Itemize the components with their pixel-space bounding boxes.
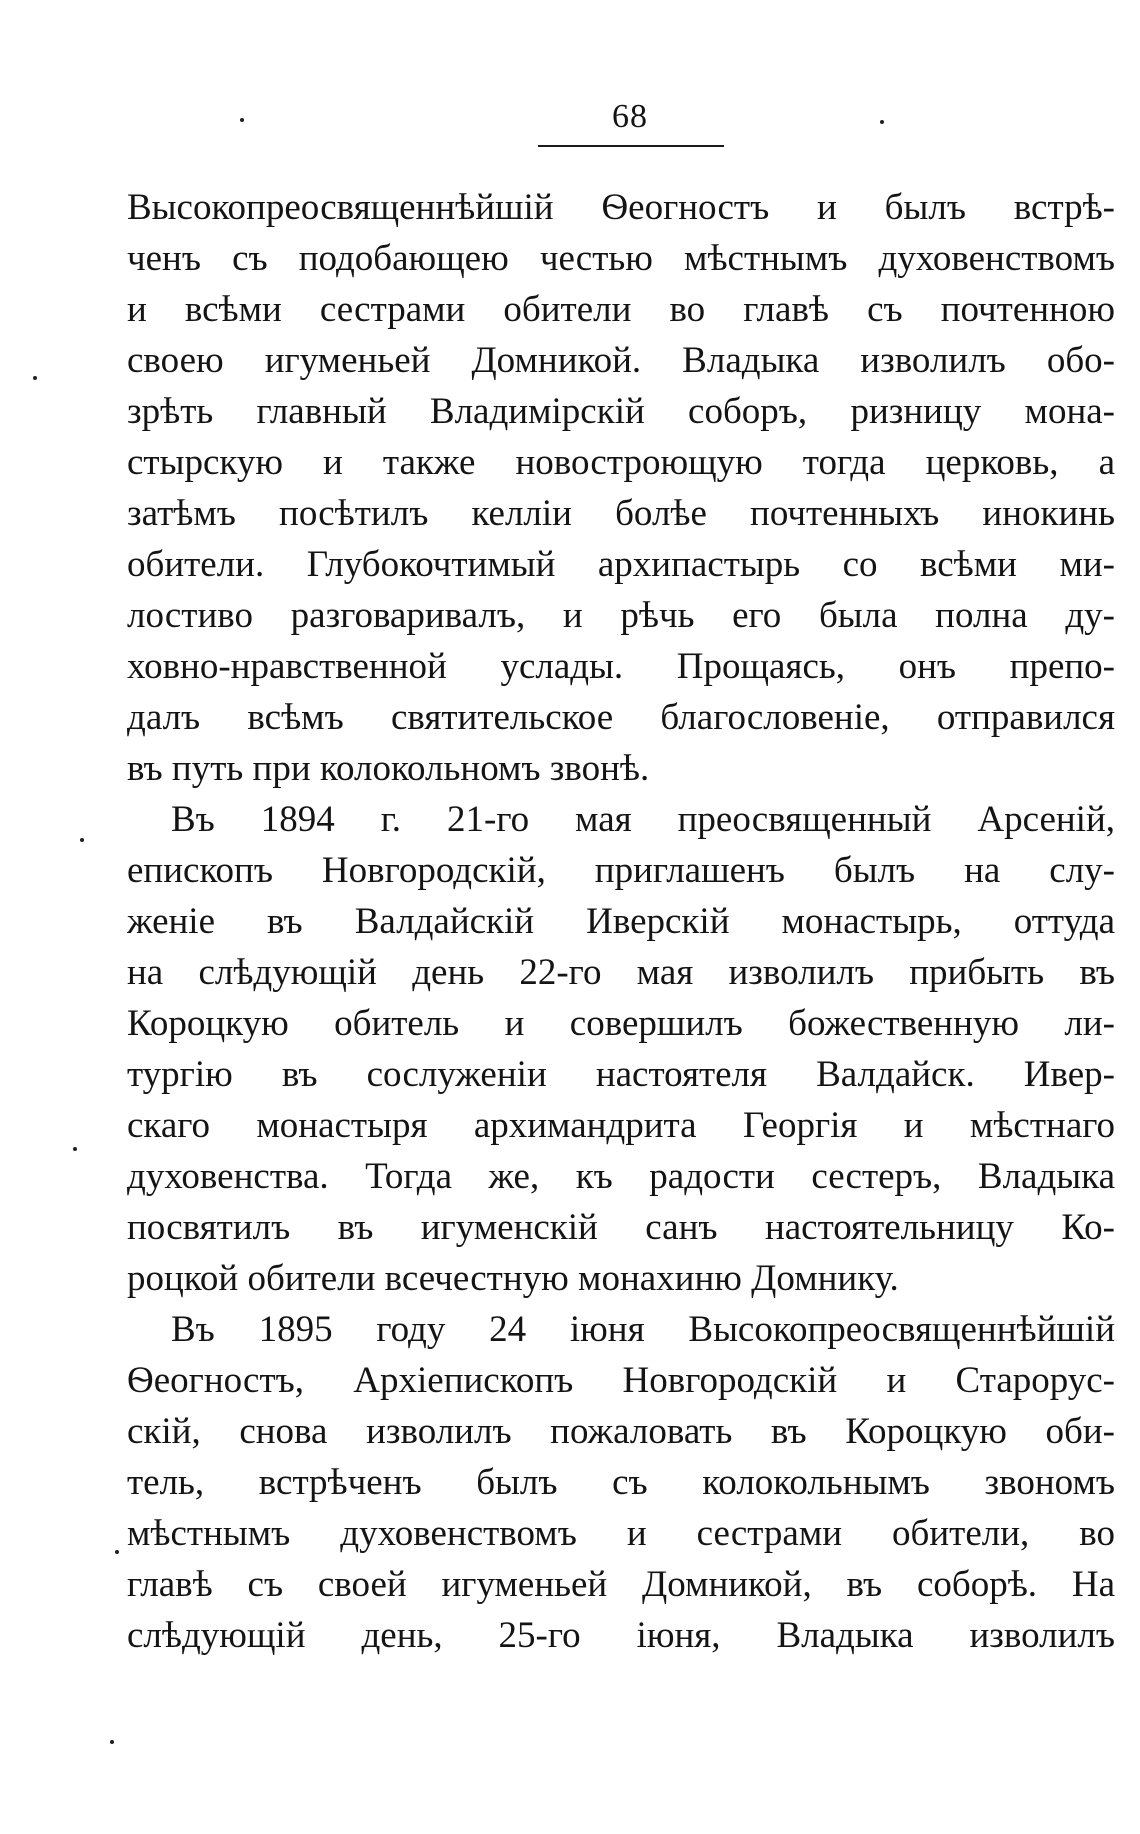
body-text xyxy=(127,182,1115,1661)
text-line: епископъ Новгородскій, приглашенъ былъ на слу- xyxy=(127,850,1115,891)
page-number: 68 xyxy=(612,98,648,135)
text-line: тургію въ сослуженіи настоятеля Валдайск. Ивер- xyxy=(127,1054,1115,1095)
text-line: въ путь при колокольномъ звонѣ. xyxy=(127,748,650,789)
text-line: роцкой обители всечестную монахиню Домнику. xyxy=(127,1258,899,1299)
text-line: лостиво разговаривалъ, и рѣчь его была полна ду- xyxy=(127,595,1115,636)
text-line: Ѳеогностъ, Архіепископъ Новгородскій и Старорус- xyxy=(127,1360,1115,1401)
text-line: ховно-нравственной услады. Прощаясь, онъ препо- xyxy=(127,646,1115,687)
header-rule xyxy=(538,145,724,147)
text-line: и всѣми сестрами обители во главѣ съ почтенною xyxy=(127,289,1115,330)
paragraph-3 xyxy=(127,1304,1115,1661)
text-line: слѣдующій день, 25-го іюня, Владыка изволилъ xyxy=(127,1615,1115,1656)
paragraph-1 xyxy=(127,182,1115,794)
text-line: женіе въ Валдайскій Иверскій монастырь, оттуда xyxy=(127,901,1115,942)
scan-speck xyxy=(880,120,884,124)
text-line: Въ 1894 г. 21-го мая преосвященный Арсеній, xyxy=(171,799,1115,840)
text-line: посвятилъ въ игуменскій санъ настоятельницу Ко- xyxy=(127,1207,1115,1248)
text-line: Короцкую обитель и совершилъ божественную ли- xyxy=(127,1003,1115,1044)
text-line: мѣстнымъ духовенствомъ и сестрами обители, во xyxy=(127,1513,1115,1554)
text-line: своею игуменьей Домникой. Владыка изволилъ обо- xyxy=(127,340,1115,381)
text-line: затѣмъ посѣтилъ келліи болѣе почтенныхъ инокинь xyxy=(127,493,1115,534)
text-line: Высокопреосвященнѣйшій Ѳеогностъ и былъ встрѣ- xyxy=(127,187,1115,228)
text-line: тель, встрѣченъ былъ съ колокольнымъ звономъ xyxy=(127,1462,1115,1503)
text-line: главѣ съ своей игуменьей Домникой, въ соборѣ. На xyxy=(127,1564,1115,1605)
text-line: ченъ съ подобающею честью мѣстнымъ духовенствомъ xyxy=(127,238,1115,279)
scan-speck xyxy=(110,1740,114,1744)
scan-speck xyxy=(240,118,244,122)
scan-speck xyxy=(80,838,84,842)
scan-speck xyxy=(33,376,37,380)
text-line: скаго монастыря архимандрита Георгія и мѣстнаго xyxy=(127,1105,1115,1146)
scan-speck xyxy=(115,1550,119,1554)
paragraph-2 xyxy=(127,794,1115,1304)
text-line: скій, снова изволилъ пожаловать въ Короцкую оби- xyxy=(127,1411,1115,1452)
text-line: обители. Глубокочтимый архипастырь со всѣми ми- xyxy=(127,544,1115,585)
text-line: на слѣдующій день 22-го мая изволилъ прибыть въ xyxy=(127,952,1115,993)
text-line: стырскую и также новостроющую тогда церковь, а xyxy=(127,442,1115,483)
text-line: далъ всѣмъ святительское благословеніе, отправился xyxy=(127,697,1115,738)
text-line: Въ 1895 году 24 іюня Высокопреосвященнѣйшій xyxy=(171,1309,1115,1350)
text-line: зрѣть главный Владимірскій соборъ, ризницу мона- xyxy=(127,391,1115,432)
text-line: духовенства. Тогда же, къ радости сестеръ, Владыка xyxy=(127,1156,1115,1197)
scan-speck xyxy=(73,1147,77,1151)
